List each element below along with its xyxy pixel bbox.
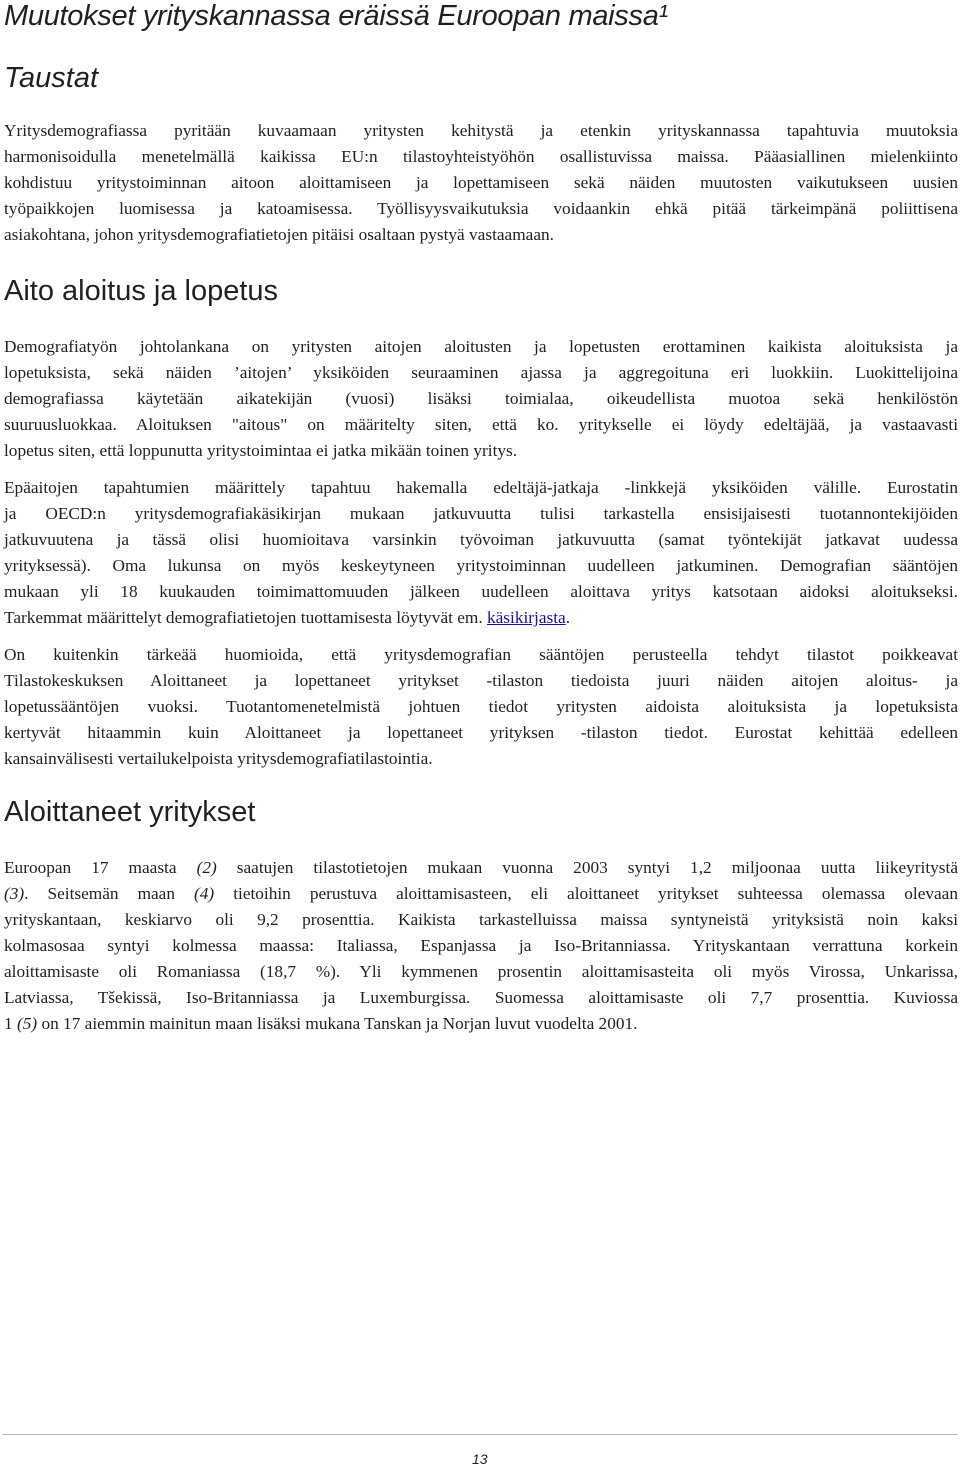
text-line: ja OECD:n yritysdemografiakäsikirjan mukaan jatkuvuutta tulisi tarkastella ensisijaisesti tuotannontekijöiden xyxy=(4,504,958,523)
paragraph-taustat xyxy=(4,118,958,248)
text-segment: tietoihin perustuva aloittamisasteen, eli aloittaneet yritykset suhteessa olemassa olevaan xyxy=(214,884,958,903)
text-line: Epäaitojen tapahtumien määrittely tapahtuu hakemalla edeltäjä-jatkaja -linkkejä yksiköiden välille. Eurostatin xyxy=(4,478,958,497)
footnote-ref: (5) xyxy=(16,1014,38,1033)
page-number: 13 xyxy=(472,1451,488,1467)
text-line: Latviassa, Tšekissä, Iso-Britanniassa ja Luxemburgissa. Suomessa aloittamisaste oli 7,7 prosenttia. Kuviossa xyxy=(4,988,958,1007)
text-line xyxy=(4,1011,958,1037)
text-line: lopetus siten, että loppunutta yritystoimintaa ei jatka mikään toinen yritys. xyxy=(4,441,518,460)
text-line: harmonisoidulla menetelmällä kaikissa EU:n tilastoyhteistyöhön osallistuvissa maissa. Pääasiallinen mielenkiinto xyxy=(4,147,958,166)
text-line: kansainvälisesti vertailukelpoista yritysdemografiatilastointia. xyxy=(4,749,433,768)
footnote-ref: (3) xyxy=(4,884,25,903)
paragraph-aito-1 xyxy=(4,334,958,464)
text-line: kohdistuu yritystoiminnan aitoon aloittamiseen ja lopettamiseen sekä näiden muutosten vaikutukseen uusien xyxy=(4,173,958,192)
text-segment: Euroopan 17 maasta xyxy=(4,858,197,877)
text-line: yrityksessä). Oma lukunsa on myös keskeytyneen yritystoiminnan uudelleen jatkuminen. Demografian sääntöjen xyxy=(4,556,958,575)
text-line xyxy=(4,855,958,881)
text-segment: . Seitsemän maan xyxy=(24,884,195,903)
text-line: Yritysdemografiassa pyritään kuvaamaan yritysten kehitystä ja etenkin yrityskannassa tapahtuvia muutoksia xyxy=(4,121,958,140)
heading-aito-aloitus: Aito aloitus ja lopetus xyxy=(4,275,279,307)
text-line xyxy=(4,881,958,907)
text-line: Demografiatyön johtolankana on yritysten aitojen aloitusten ja lopetusten erottaminen kaikista aloituksista ja xyxy=(4,337,958,356)
page-title: Muutokset yrityskannassa eräissä Euroopan maissa¹ xyxy=(4,0,668,32)
text-segment: on 17 aiemmin mainitun maan lisäksi mukana Tanskan ja Norjan luvut vuodelta 2001. xyxy=(37,1014,638,1033)
text-segment: saatujen tilastotietojen mukaan vuonna 2003 syntyi 1,2 miljoonaa uutta liikeyritystä xyxy=(216,858,958,877)
text-line: demografiassa käytetään aikatekijän (vuosi) lisäksi toimialaa, oikeudellista muotoa sekä henkilöstön xyxy=(4,389,958,408)
text-line: aloittamisaste oli Romaniassa (18,7 %). Yli kymmenen prosentin aloittamisasteita oli myös Virossa, Unkarissa, xyxy=(4,962,958,981)
text-line: asiakohtana, johon yritysdemografiatietojen pitäisi osaltaan pystyä vastaamaan. xyxy=(4,225,554,244)
paragraph-aito-3 xyxy=(4,642,958,772)
kasikirja-link[interactable]: käsikirjasta xyxy=(487,608,566,627)
paragraph-aito-2 xyxy=(4,475,958,631)
text-line: kertyvät hitaammin kuin Aloittaneet ja lopettaneet yrityksen -tilaston tiedot. Eurostat kehittää edelleen xyxy=(4,723,958,742)
heading-taustat: Taustat xyxy=(4,62,99,94)
text-line: lopetuksista, sekä näiden ’aitojen’ yksiköiden seuraaminen ajassa ja aggregoituna eri luokkiin. Luokittelijoina xyxy=(4,363,958,382)
text-line: jatkuvuutena ja tässä olisi huomioitava varsinkin työvoiman jatkuvuutta (samat työntekijät jatkavat uudessa xyxy=(4,530,958,549)
text-line: työpaikkojen luomisessa ja katoamisessa. Työllisyysvaikutuksia voidaankin ehkä pitää tärkeimpänä poliittisena xyxy=(4,199,958,218)
text-segment: Tarkemmat määrittelyt demografiatietojen tuottamisesta löytyvät em. xyxy=(4,608,487,627)
text-segment: 1 xyxy=(4,1014,17,1033)
text-line: Tilastokeskuksen Aloittaneet ja lopettaneet yritykset -tilaston tiedoista juuri näiden aitojen aloitus- ja xyxy=(4,671,958,690)
text-line: lopetussääntöjen vuoksi. Tuotantomenetelmistä johtuen tiedot yritysten aidoista aloituksista ja lopetuksista xyxy=(4,697,958,716)
footer-divider xyxy=(2,1434,958,1435)
paragraph-aloittaneet xyxy=(4,855,958,1037)
footnote-ref: (2) xyxy=(196,858,217,877)
text-line: mukaan yli 18 kuukauden toimimattomuuden jälkeen uudelleen aloittava yritys katsotaan aidoksi aloitukseksi. xyxy=(4,582,958,601)
text-line: On kuitenkin tärkeää huomioida, että yritysdemografian sääntöjen perusteella tehdyt tilastot poikkeavat xyxy=(4,645,958,664)
text-line: yrityskantaan, keskiarvo oli 9,2 prosenttia. Kaikista tarkastelluissa maissa syntyneistä yrityksistä noin kaksi xyxy=(4,910,958,929)
text-line: suuruusluokkaa. Aloituksen "aitous" on määritelty siten, että ko. yritykselle ei löydy edeltäjää, ja vastaavasti xyxy=(4,415,958,434)
text-segment: . xyxy=(565,608,571,627)
footnote-ref: (4) xyxy=(194,884,215,903)
heading-aloittaneet: Aloittaneet yritykset xyxy=(4,796,256,828)
text-line: kolmasosaa syntyi kolmessa maassa: Italiassa, Espanjassa ja Iso-Britanniassa. Yrityskantaan verrattuna korkein xyxy=(4,936,958,955)
text-line xyxy=(4,605,958,631)
